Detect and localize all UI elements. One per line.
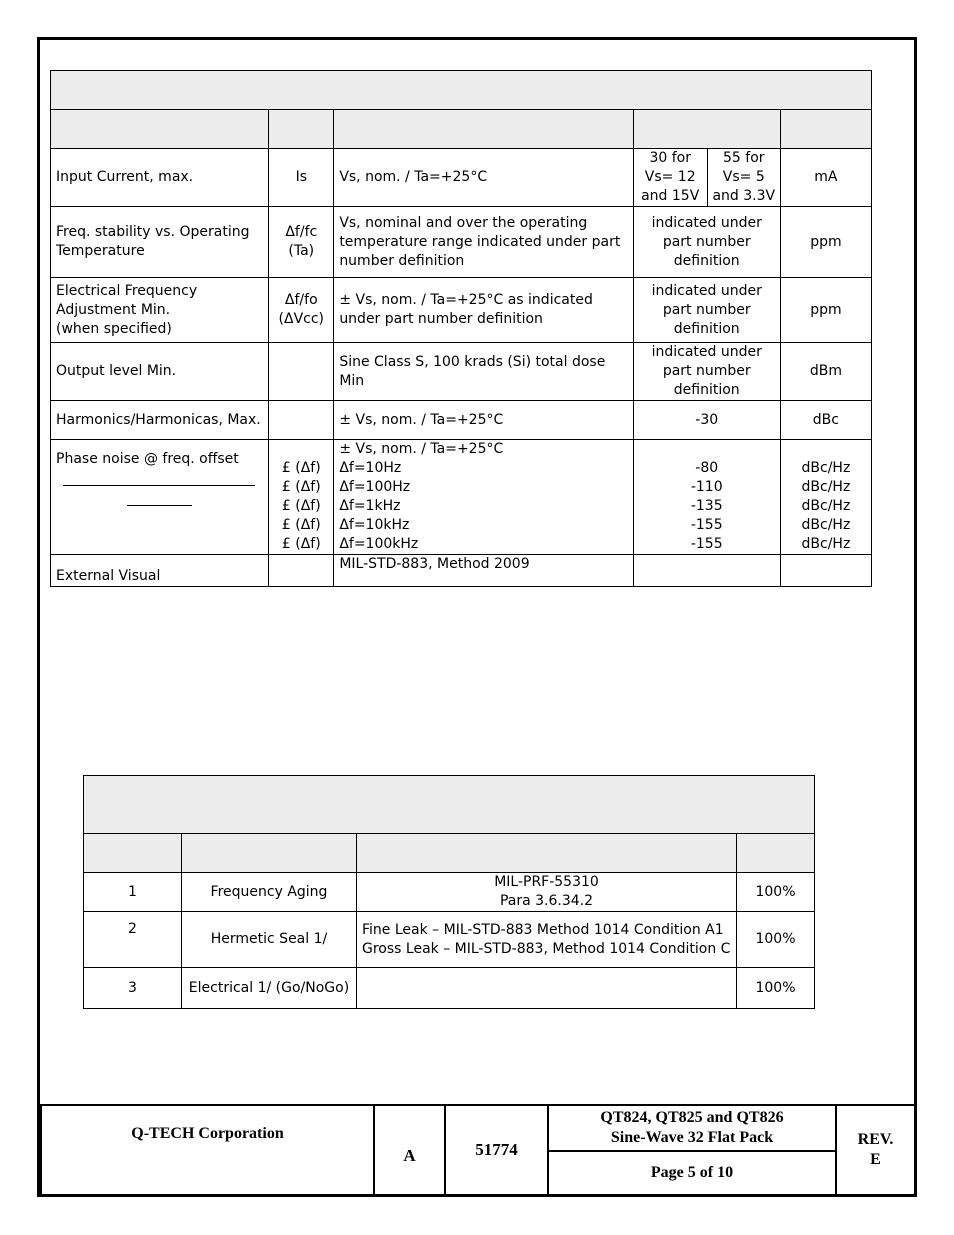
underline-rule xyxy=(127,505,192,506)
symbol-cell xyxy=(269,401,334,440)
symbol-cell: Δf/fc (Ta) xyxy=(269,207,334,278)
condition-cell: Vs, nom. / Ta=+25°C xyxy=(334,149,633,207)
header-percent xyxy=(737,834,815,873)
header-symbol xyxy=(269,110,334,149)
param-cell: External Visual xyxy=(51,555,269,587)
table-row xyxy=(84,873,815,912)
limit-b-cell: 55 for Vs= 5 and 3.3V xyxy=(707,149,780,207)
param-cell: Harmonics/Harmonicas, Max. xyxy=(51,401,269,440)
percent-cell: 100% xyxy=(737,873,815,912)
table-row xyxy=(84,968,815,1009)
step-cell: 2 xyxy=(84,912,182,968)
header-parameter xyxy=(51,110,269,149)
step-cell: 1 xyxy=(84,873,182,912)
unit-cell: ppm xyxy=(780,207,871,278)
header-condition xyxy=(334,110,633,149)
document-number: 51774 xyxy=(445,1105,548,1195)
table-row xyxy=(51,207,872,278)
condition-cell: Vs, nominal and over the operating temperature range indicated under part number definition xyxy=(334,207,633,278)
unit-cell: dBc/Hz dBc/Hz dBc/Hz dBc/Hz dBc/Hz xyxy=(780,440,871,555)
size-code: A xyxy=(374,1105,445,1195)
screening-table xyxy=(83,775,815,1009)
param-cell: Output level Min. xyxy=(51,343,269,401)
limit-cell: indicated under part number definition xyxy=(633,207,780,278)
revision: REV. E xyxy=(836,1105,915,1195)
limit-cell: indicated under part number definition xyxy=(633,343,780,401)
table-row xyxy=(84,912,815,968)
symbol-cell xyxy=(269,555,334,587)
table-row xyxy=(51,555,872,587)
condition-cell: MIL-STD-883, Method 2009 xyxy=(334,555,633,587)
param-cell: Phase noise @ freq. offset xyxy=(51,440,269,555)
unit-cell: dBm xyxy=(780,343,871,401)
table-row xyxy=(51,401,872,440)
condition-cell: ± Vs, nom. / Ta=+25°C as indicated under part number definition xyxy=(334,278,633,343)
header-step xyxy=(84,834,182,873)
unit-cell: ppm xyxy=(780,278,871,343)
method-cell: MIL-PRF-55310 Para 3.6.34.2 xyxy=(357,873,737,912)
table-row xyxy=(51,440,872,555)
company-name: Q-TECH Corporation xyxy=(41,1105,374,1195)
header-unit xyxy=(780,110,871,149)
header-test xyxy=(182,834,357,873)
test-cell: Hermetic Seal 1/ xyxy=(182,912,357,968)
page-number: Page 5 of 10 xyxy=(548,1151,836,1195)
symbol-cell: £ (Δf) £ (Δf) £ (Δf) £ (Δf) £ (Δf) xyxy=(269,440,334,555)
condition-cell: ± Vs, nom. / Ta=+25°C Δf=10Hz Δf=100Hz Δf=1kHz Δf=10kHz Δf=100kHz xyxy=(334,440,633,555)
param-cell: Input Current, max. xyxy=(51,149,269,207)
method-cell: Fine Leak – MIL-STD-883 Method 1014 Condition A1 Gross Leak – MIL-STD-883, Method 1014 Condition C xyxy=(357,912,737,968)
param-cell: Electrical Frequency Adjustment Min. (when specified) xyxy=(51,278,269,343)
table-title-row xyxy=(84,776,815,834)
underline-rule xyxy=(63,485,255,486)
electrical-characteristics-table xyxy=(50,70,872,587)
header-limit xyxy=(633,110,780,149)
limit-cell: -80 -110 -135 -155 -155 xyxy=(633,440,780,555)
title-block-table xyxy=(40,1104,916,1196)
percent-cell: 100% xyxy=(737,912,815,968)
condition-cell: ± Vs, nom. / Ta=+25°C xyxy=(334,401,633,440)
document-title: QT824, QT825 and QT826 Sine-Wave 32 Flat Pack xyxy=(548,1105,836,1151)
unit-cell: mA xyxy=(780,149,871,207)
limit-a-cell: 30 for Vs= 12 and 15V xyxy=(633,149,707,207)
percent-cell: 100% xyxy=(737,968,815,1009)
method-cell xyxy=(357,968,737,1009)
table-title-row xyxy=(51,71,872,110)
table-row xyxy=(51,343,872,401)
limit-cell: -30 xyxy=(633,401,780,440)
limit-cell: indicated under part number definition xyxy=(633,278,780,343)
test-cell: Frequency Aging xyxy=(182,873,357,912)
limit-cell xyxy=(633,555,780,587)
title-block xyxy=(40,1104,914,1194)
header-method xyxy=(357,834,737,873)
condition-cell: Sine Class S, 100 krads (Si) total dose Min xyxy=(334,343,633,401)
step-cell: 3 xyxy=(84,968,182,1009)
symbol-cell: Δf/fo (ΔVcc) xyxy=(269,278,334,343)
table-row xyxy=(51,149,872,207)
table-row xyxy=(51,278,872,343)
unit-cell xyxy=(780,555,871,587)
unit-cell: dBc xyxy=(780,401,871,440)
test-cell: Electrical 1/ (Go/NoGo) xyxy=(182,968,357,1009)
symbol-cell xyxy=(269,343,334,401)
symbol-cell: Is xyxy=(269,149,334,207)
param-cell: Freq. stability vs. Operating Temperature xyxy=(51,207,269,278)
